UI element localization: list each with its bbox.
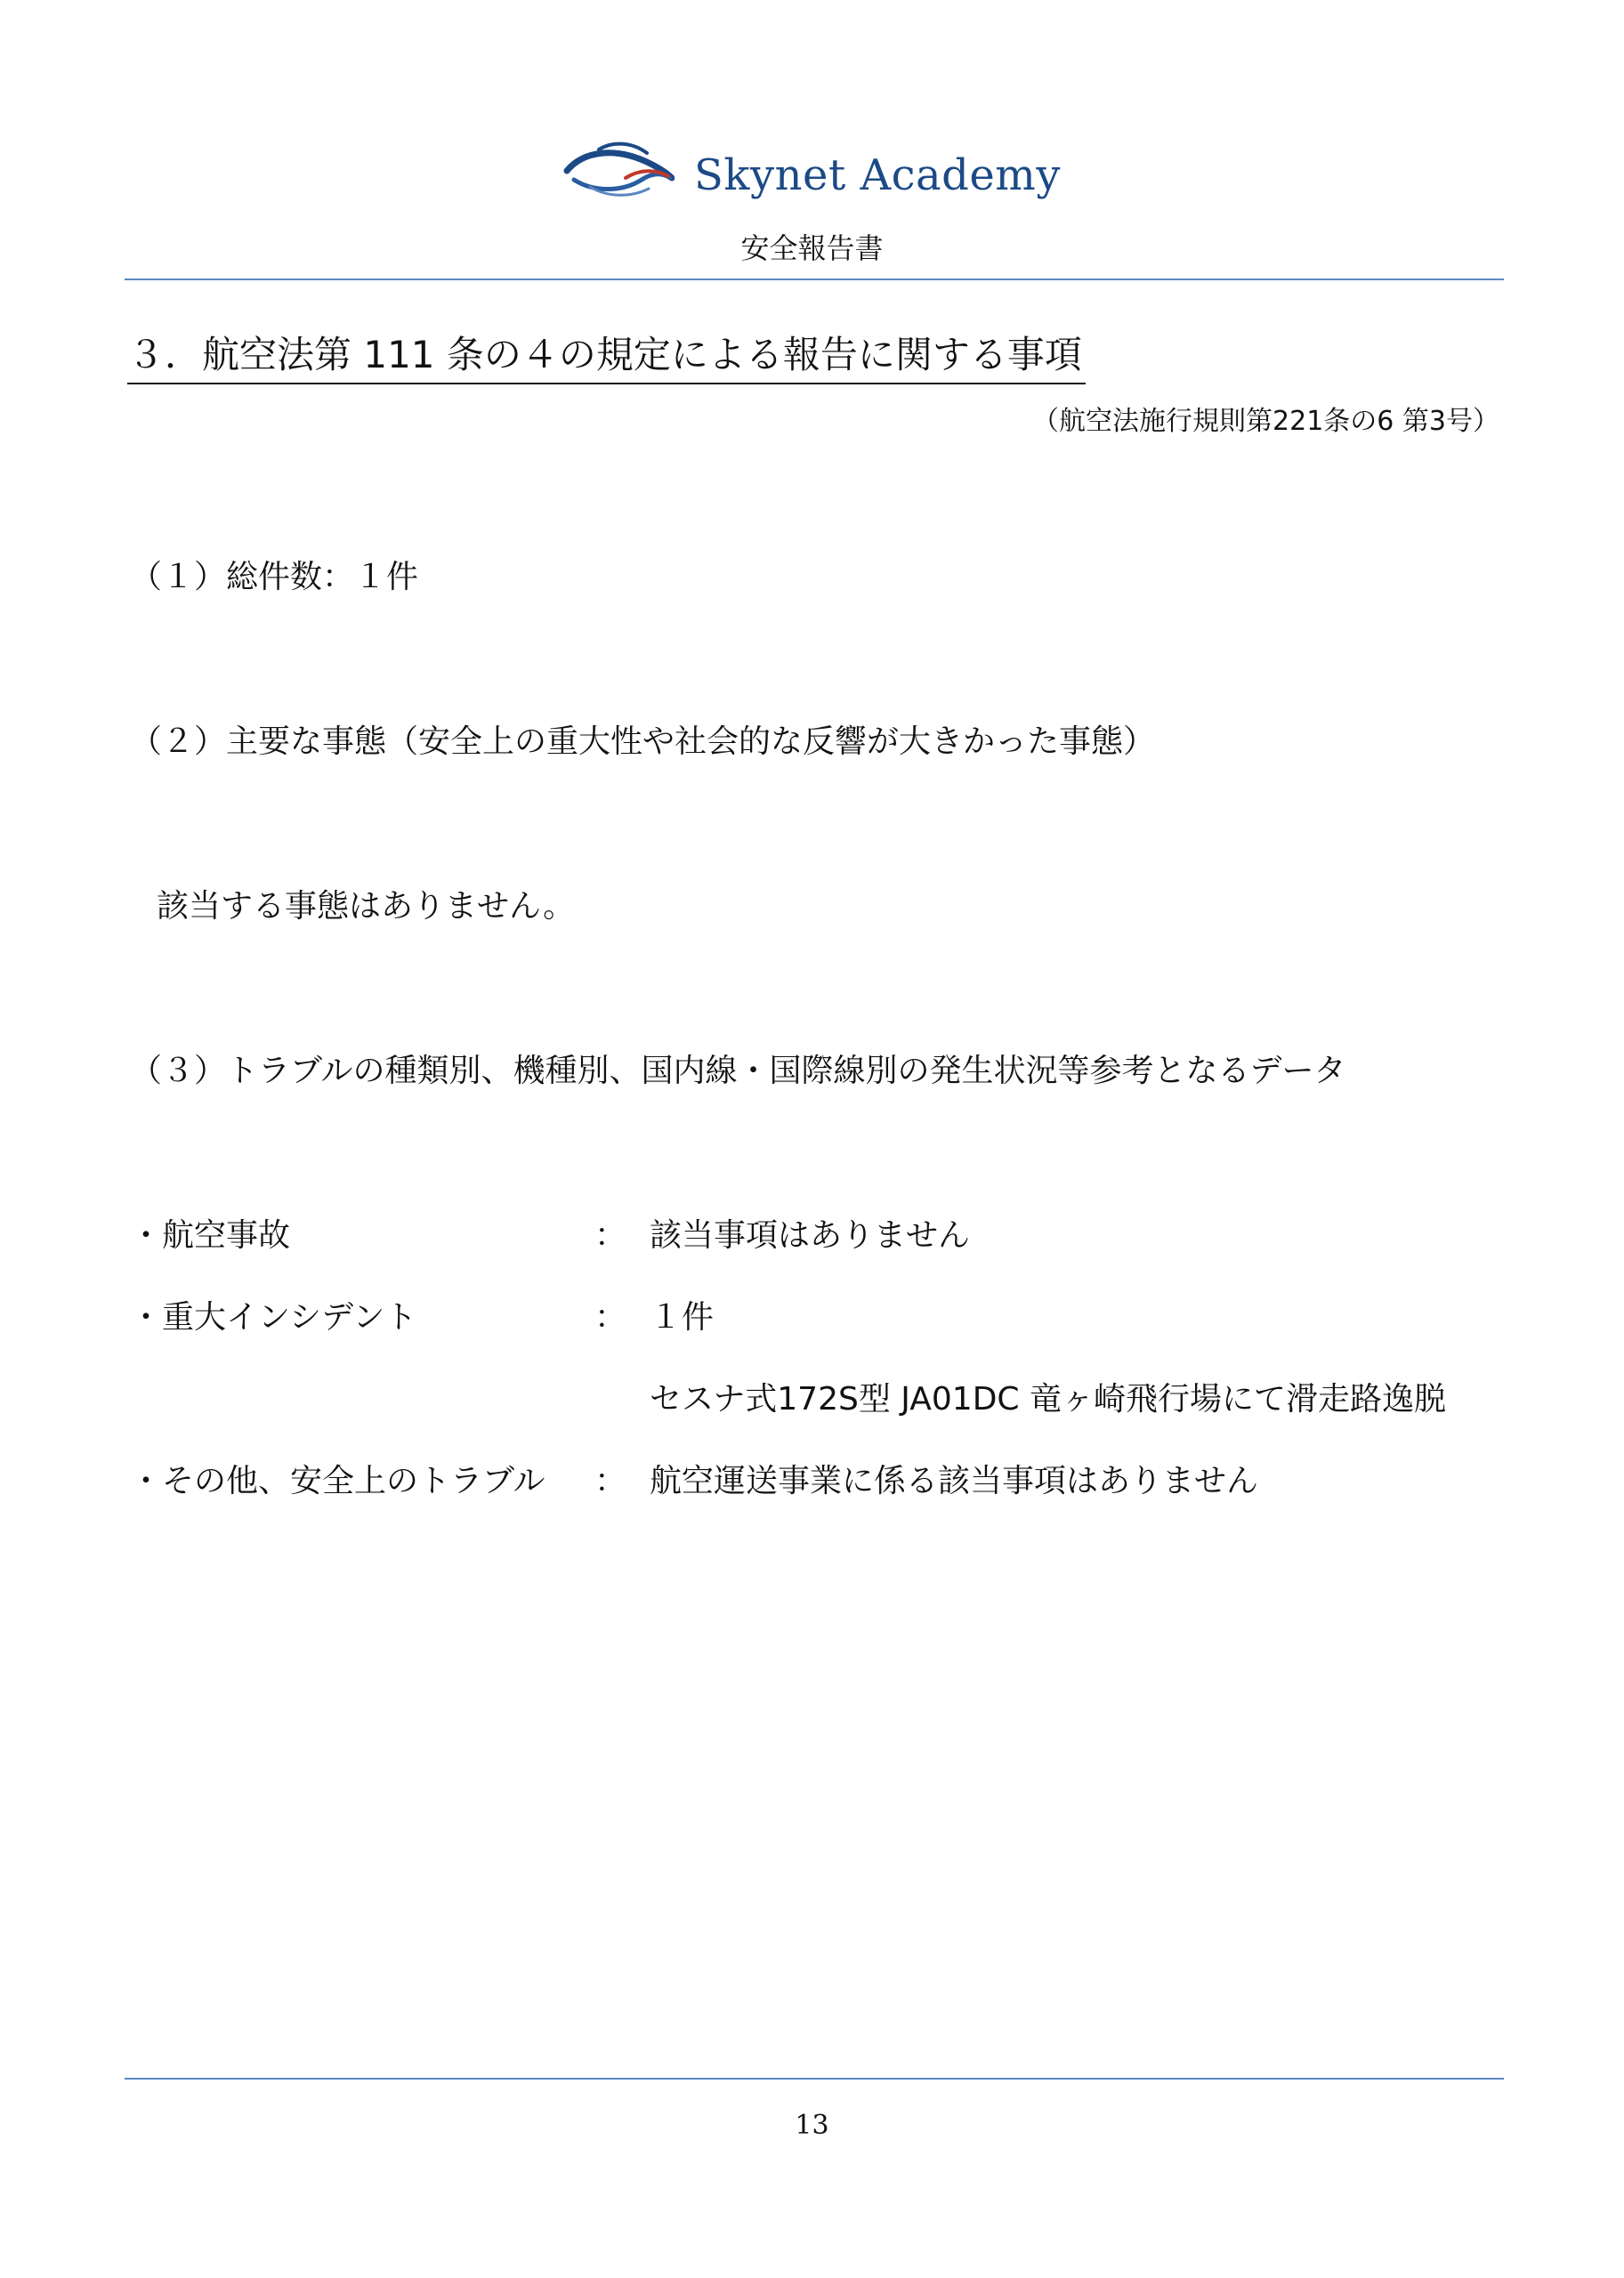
- major-events-body: 該当する事態はありません。: [157, 888, 576, 925]
- row-label: ・その他、安全上のトラブル: [130, 1463, 545, 1499]
- footer-divider: [125, 2078, 1504, 2080]
- document-subtitle: 安全報告書: [740, 231, 884, 265]
- row-label: ・航空事故: [130, 1217, 291, 1254]
- header-divider: [125, 279, 1504, 280]
- row-value: 航空運送事業に係る該当事項はありません: [650, 1463, 1259, 1499]
- row-value: セスナ式172S型 JA01DC 竜ヶ崎飛行場にて滑走路逸脱: [650, 1381, 1447, 1418]
- section-heading: ３．航空法第 111 条の４の規定による報告に関する事項: [127, 331, 1086, 384]
- trouble-data-heading: （３）トラブルの種類別、機種別、国内線・国際線別の発生状況等参考となるデータ: [130, 1053, 1346, 1089]
- total-count: （１）総件数：１件: [130, 559, 419, 595]
- row-value: 該当事項はありません: [650, 1217, 971, 1254]
- section-reference: （航空法施行規則第221条の6 第3号）: [1032, 406, 1499, 437]
- row-colon: ：: [594, 1299, 627, 1336]
- skynet-logo-icon: [563, 133, 675, 205]
- row-label: ・重大インシデント: [130, 1299, 417, 1336]
- row-colon: ：: [594, 1463, 627, 1499]
- header-logo: [0, 133, 1624, 205]
- row-colon: ：: [594, 1217, 627, 1254]
- page-number: 13: [795, 2110, 829, 2141]
- row-value: １件: [650, 1299, 715, 1336]
- brand-name: Skynet Academy: [694, 150, 1061, 200]
- major-events-heading: （２）主要な事態（安全上の重大性や社会的な反響が大きかった事態）: [130, 723, 1156, 760]
